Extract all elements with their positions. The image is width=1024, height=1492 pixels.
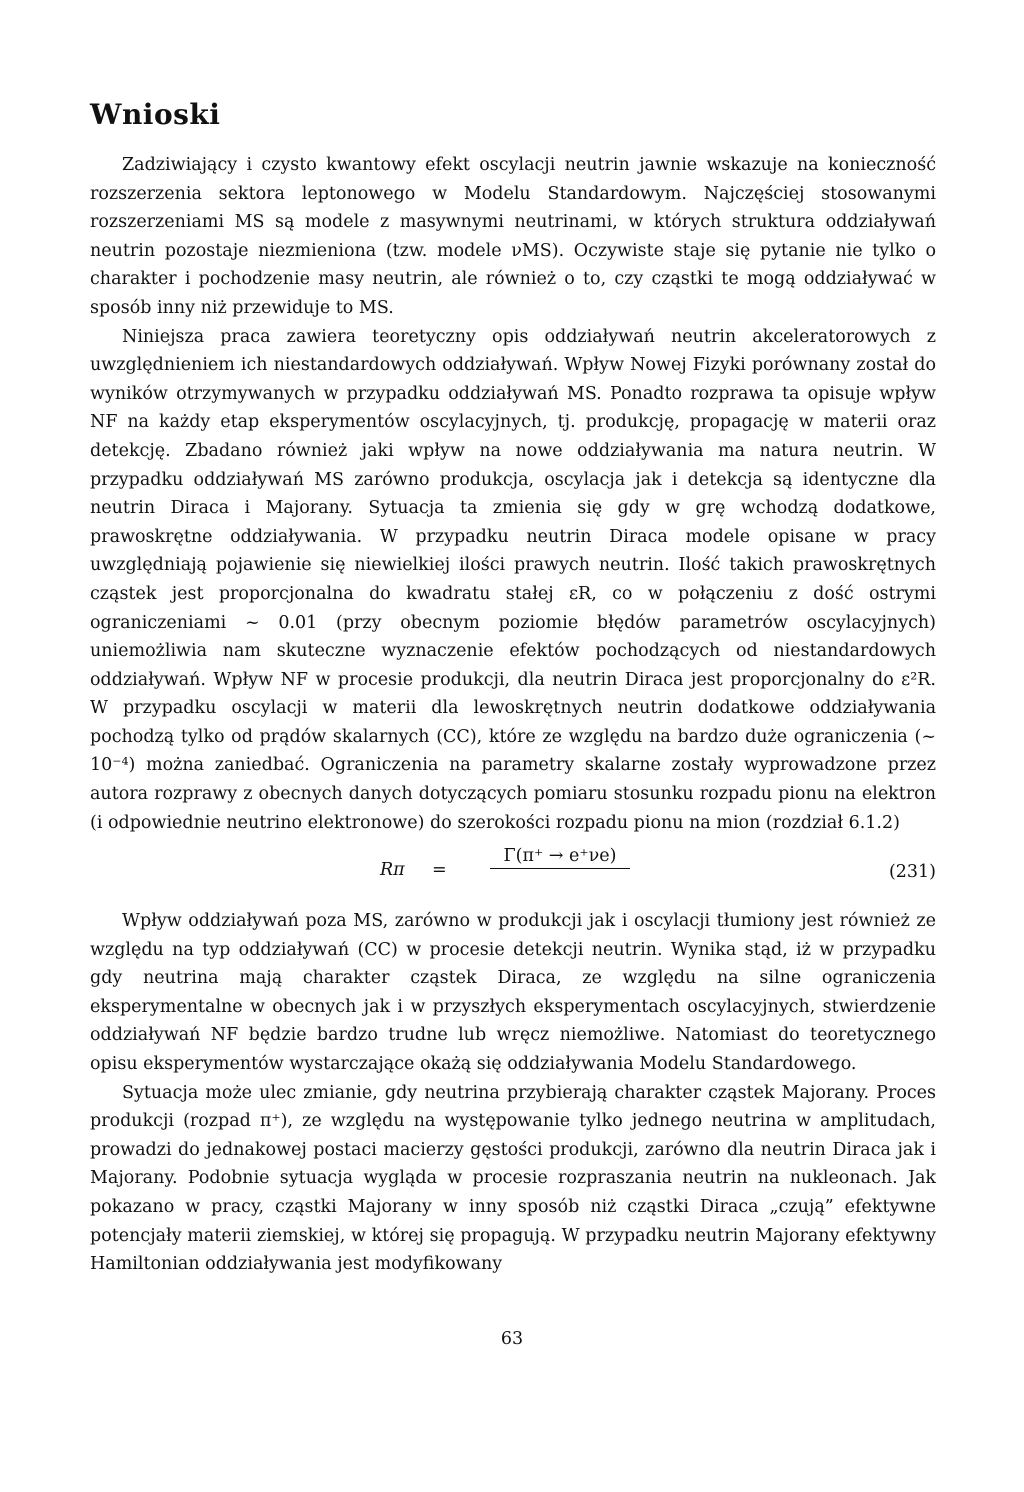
equation-lhs: Rπ — [380, 860, 405, 880]
text-block-lower — [90, 907, 936, 1279]
paragraph: Niniejsza praca zawiera teoretyczny opis oddziaływań neutrin akceleratorowych z uwzględnieniem ich niestandardowych oddziaływań. Wpływ Nowej Fizyki porównany został do wyników otrzymywanych w przypadku oddziaływań MS. Ponadto rozprawa ta opisuje wpływ NF na każdy etap eksperymentów oscylacyjnych, tj. produkcję, propagację w materii oraz detekcję. Zbadano również jaki wpływ na nowe oddziaływania ma natura neutrin. W przypadku oddziaływań MS zarówno produkcja, oscylacja jak i detekcja są identyczne dla neutrin Diraca i Majorany. Sytuacja ta zmienia się gdy w grę wchodzą dodatkowe, prawoskrętne oddziaływania. W przypadku neutrin Diraca modele opisane w pracy uwzględniają pojawienie się niewielkiej ilości prawych neutrin. Ilość takich prawoskrętnych cząstek jest proporcjonalna do kwadratu stałej εR, co w połączeniu z dość ostrymi ograniczeniami ~ 0.01 (przy obecnym poziomie błędów parametrów oscylacyjnych) uniemożliwia nam skuteczne wyznaczenie efektów pochodzących od niestandardowych oddziaływań. Wpływ NF w procesie produkcji, dla neutrin Diraca jest proporcjonalny do ε²R. W przypadku oscylacji w materii dla lewoskrętnych neutrin dodatkowe oddziaływania pochodzą tylko od prądów skalarnych (CC), które ze względu na bardzo duże ograniczenia (~ 10⁻⁴) można zaniedbać. Ograniczenia na parametry skalarne zostały wyprowadzone przez autora rozprawy z obecnych danych dotyczących pomiaru stosunku rozpadu pionu na elektron (i odpowiednie neutrino elektronowe) do szerokości rozpadu pionu na mion (rozdział 6.1.2) — [90, 326, 936, 833]
equation-relation: = — [432, 860, 447, 880]
equation-231 — [90, 848, 936, 892]
equation-label: (231) — [888, 862, 936, 882]
paragraph: Wpływ oddziaływań poza MS, zarówno w produkcji jak i oscylacji tłumiony jest również ze względu na typ oddziaływań (CC) w procesie detekcji neutrin. Wynika stąd, iż w przypadku gdy neutrina mają charakter cząstek Diraca, ze względu na silne ograniczenia eksperymentalne w obecnych jak i w przyszłych eksperymentach oscylacyjnych, stwierdzenie oddziaływań NF będzie bardzo trudne lub wręcz niemożliwe. Natomiast do teoretycznego opisu eksperymentów wystarczające okażą się oddziaływania Modelu Standardowego. — [90, 911, 936, 1074]
text-block-upper — [90, 151, 936, 837]
paragraph: Zadziwiający i czysto kwantowy efekt oscylacji neutrin jawnie wskazuje na konieczność rozszerzenia sektora leptonowego w Modelu Standardowym. Najczęściej stosowanymi rozszerzeniami MS są modele z masywnymi neutrinami, w których struktura oddziaływań neutrin pozostaje niezmieniona (tzw. modele νMS). Oczywiste staje się pytanie nie tylko o charakter i pochodzenie masy neutrin, ale również o to, czy cząstki te mogą oddziaływać w sposób inny niż przewiduje to MS. — [90, 155, 936, 318]
section-title: Wnioski — [90, 98, 221, 131]
page-number: 63 — [500, 1329, 524, 1349]
equation-numerator: Γ(π⁺ → e⁺νe) — [490, 846, 630, 869]
paragraph: Sytuacja może ulec zmianie, gdy neutrina przybierają charakter cząstek Majorany. Proces produkcji (rozpad π⁺), ze względu na występowanie tylko jednego neutrina w amplitudach, prowadzi do jednakowej postaci macierzy gęstości produkcji, zarówno dla neutrin Diraca jak i Majorany. Podobnie sytuacja wygląda w procesie rozpraszania neutrin na nukleonach. Jak pokazano w pracy, cząstki Majorany w inny sposób niż cząstki Diraca „czują” efektywne potencjały materii ziemskiej, w której się propagują. W przypadku neutrin Majorany efektywny Hamiltonian oddziaływania jest modyfikowany — [90, 1082, 936, 1275]
